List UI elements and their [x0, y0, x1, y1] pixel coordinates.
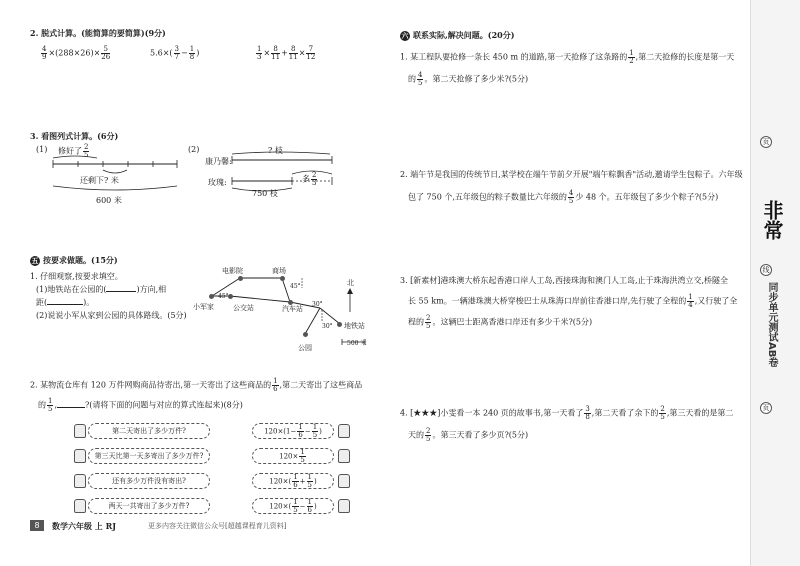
q2-expr-1: $\frac{4}{9}$ ×(288×26)× $\frac{5}{26}$ — [42, 45, 111, 61]
map-scale: 500 米 — [347, 340, 367, 347]
map-angle-4: 30° — [322, 323, 333, 330]
q2-title: 2. 脱式计算。(能简算的要简算)(9分) — [30, 28, 166, 38]
map-label-park: 公园 — [298, 344, 312, 352]
jar-icon — [338, 449, 350, 463]
map-label-cinema: 电影院 — [222, 267, 243, 275]
map-angle-1: 45° — [218, 293, 229, 300]
q3-d2-row1-value: ? 枝 — [268, 146, 283, 155]
match-right-3: 120×( $\frac{1}{6}$ + $\frac{1}{5}$ ) — [252, 473, 334, 489]
jar-icon — [74, 449, 86, 463]
jar-icon — [338, 499, 350, 513]
s6-p1-line2: 的 $\frac{4}{5}$ 。第二天抢修了多少米?(5分) — [408, 71, 529, 87]
section-6-icon: 六 — [401, 31, 409, 40]
match-right-1: 120×(1− $\frac{1}{6}$ − $\frac{1}{5}$ ) — [252, 423, 334, 439]
s6-p2-line1: 2. 端午节是我国的传统节日,某学校在端午节前夕开展"端午粽飘香"活动,邀请学生包粽子。六年级 — [400, 170, 743, 179]
s6-p3-line1: 3. [新素材]港珠澳大桥东起香港口岸人工岛,西接珠海和澳门人工岛,止于珠海洪湾立交,桥隧全 — [400, 276, 729, 285]
map-label-subway: 地铁站 — [344, 322, 365, 330]
match-left-1: 第二天寄出了多少万件? — [88, 423, 210, 439]
q3-d2-diagram — [228, 150, 340, 200]
footer-grade: 数学六年级 上 RJ — [52, 521, 117, 531]
q3-d1-total: 600 米 — [96, 196, 122, 205]
q3-d2-row2: 玫瑰: — [208, 178, 227, 187]
map-point-park — [303, 332, 308, 337]
match-left-4: 两天一共寄出了多少万件? — [88, 498, 210, 514]
map-point-cinema — [238, 276, 243, 281]
s5-q1a: (1)地铁站在公园的( )方向,相 — [36, 285, 167, 294]
map-point-home — [209, 294, 214, 299]
s6-p4-line1: 4. [★★★]小雯看一本 240 页的故事书,第一天看了 $\frac{3}{8}$ ,第二天看了余下的 $\frac{2}{5}$ ,第三天看的是第二 — [400, 405, 734, 421]
match-right-2: 120× $\frac{1}{5}$ — [252, 448, 334, 464]
jar-icon — [74, 499, 86, 513]
map-angle-2: 45° — [290, 283, 301, 290]
match-right-4: 120×( $\frac{1}{5}$ − $\frac{1}{6}$ ) — [252, 498, 334, 514]
q3-d2-label: (2) — [188, 145, 200, 154]
map-point-busstop — [228, 294, 233, 299]
s6-p3-line2: 长 55 km。一辆港珠澳大桥穿梭巴士从珠海口岸前往香港口岸,先行驶了全程的 $\frac{1}{4}$ ,又行驶了全 — [408, 293, 738, 309]
map-label-north: 北 — [347, 279, 354, 287]
footer-note: 更多内容关注微信公众号[超越课程育儿资料] — [148, 522, 287, 530]
page-number: 8 — [30, 520, 44, 531]
q3-d2-more: 多 $\frac{2}{3}$ — [302, 171, 317, 187]
section-6-header: 六 联系实际,解决问题。(20分) — [401, 30, 515, 40]
q3-d1-label: (1) — [36, 145, 48, 154]
match-left-2: 第三天比第一天多寄出了多少万件? — [88, 448, 210, 464]
map-point-mall — [280, 276, 285, 281]
s6-p3-line3: 程的 $\frac{2}{5}$ 。这辆巴士距离香港口岸还有多少千米?(5分) — [408, 314, 593, 330]
s5-q1: 1. 仔细观察,按要求填空。 — [30, 272, 123, 281]
s5-q2-line1: 2. 某物流仓库有 120 万件网购商品待寄出,第一天寄出了这些商品的 $\frac{1}{6}$ ,第二天寄出了这些商品 — [30, 377, 363, 393]
q3-d1-repaired: 修好了 $\frac{2}{5}$ — [58, 143, 89, 159]
s6-p4-line2: 天的 $\frac{2}{5}$ 。第三天看了多少页?(5分) — [408, 427, 529, 443]
s6-p1-line1: 1. 某工程队要抢修一条长 450 m 的道路,第一天抢修了这条路的 $\frac{1}{2}$ ,第二天抢修的长度是第一天 — [400, 49, 735, 65]
match-left-3: 还有多少万件没有寄出? — [88, 473, 210, 489]
q2-expr-3: $\frac{1}{3}$ × $\frac{8}{11}$ + $\frac{8}{11}$ × $\frac{7}{12}$ — [257, 45, 316, 61]
strip-mark-2: 线 — [760, 264, 772, 276]
map-label-home: 小军家 — [193, 303, 214, 311]
section-5-icon: 五 — [31, 256, 39, 265]
map-angle-3: 30° — [312, 301, 323, 308]
s5-q1a-2: 距( )。 — [36, 298, 95, 307]
jar-icon — [74, 424, 86, 438]
map-point-subway — [337, 322, 342, 327]
s6-p2-line2: 包了 750 个,五年级包的粽子数量比六年级的 $\frac{4}{5}$ 少 48 个。五年级包了多少个粽子?(5分) — [408, 189, 719, 205]
section-5-header: 五 按要求做题。(15分) — [31, 255, 118, 265]
map-label-busstop: 公交站 — [233, 304, 254, 312]
jar-icon — [338, 474, 350, 488]
q3-d2-row1: 康乃馨: — [205, 157, 232, 166]
brand-subtitle: 同步单元测试AB卷 — [766, 282, 777, 368]
brand-logo: 非常 — [760, 200, 784, 240]
s5-q1b: (2)说说小军从家到公园的具体路线。(5分) — [36, 311, 187, 320]
strip-mark-1: 页 — [760, 136, 772, 148]
jar-icon — [74, 474, 86, 488]
q2-expr-2: 5.6×( $\frac{3}{7}$ − $\frac{1}{8}$ ) — [150, 45, 200, 61]
map-label-bus: 汽车站 — [282, 305, 303, 313]
q3-d1-remain: 还剩下? 米 — [80, 176, 119, 185]
jar-icon — [338, 424, 350, 438]
q3-title: 3. 看图列式计算。(6分) — [30, 131, 119, 141]
q3-d2-row2-value: 750 枝 — [252, 189, 278, 198]
map-label-mall: 商场 — [272, 267, 286, 275]
s5-q2-line2: 的 $\frac{1}{5}$ , ?(请将下面的问题与对应的算式连起来)(8分) — [38, 397, 243, 413]
strip-mark-3: 页 — [760, 402, 772, 414]
